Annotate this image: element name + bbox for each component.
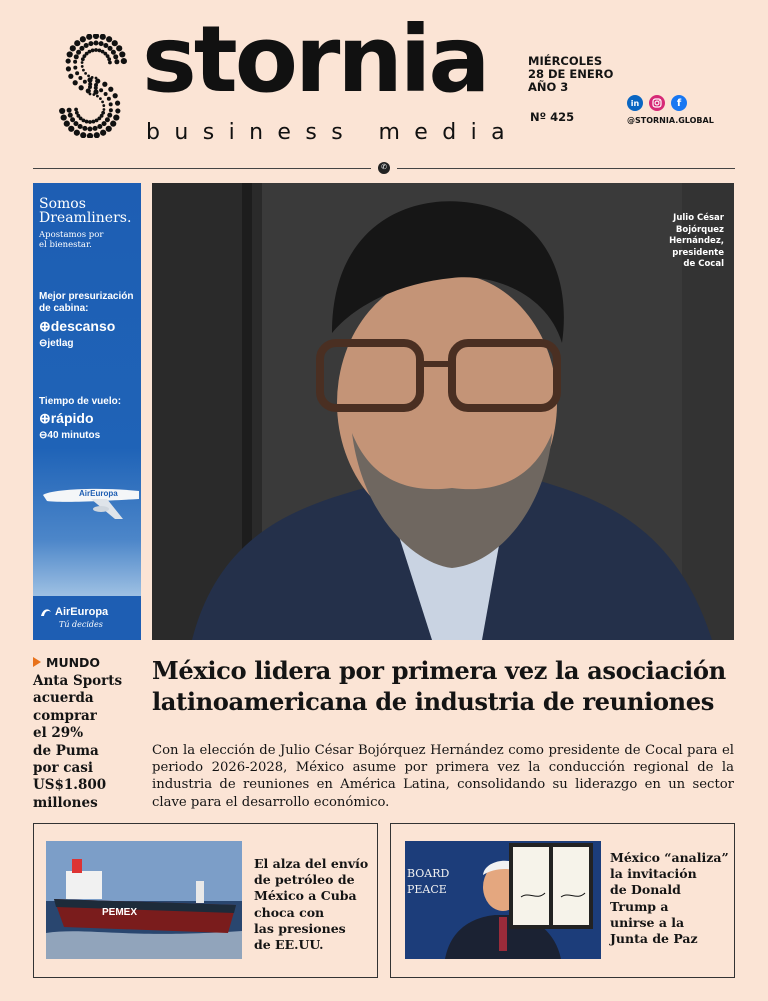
sidebar-headline-line: Anta Sports — [33, 673, 123, 689]
ad-flight-label: Tiempo de vuelo: — [39, 396, 122, 407]
triangle-icon — [33, 657, 41, 667]
sidebar-headline-line: por casi — [33, 760, 93, 777]
ad-title-line: Dreamliners. — [39, 210, 132, 226]
ad-cabin-label-line: Mejor presurización — [39, 291, 134, 302]
airplane-icon — [41, 479, 141, 525]
facebook-icon[interactable]: f — [671, 95, 687, 111]
ad-slogan: Tú decides — [59, 620, 103, 629]
teaser-line: de Donald — [610, 882, 681, 898]
caption-line: Julio César — [673, 213, 724, 223]
main-headline[interactable]: México lidera por primera vez la asociación latinoamericana de industria de reuniones — [152, 656, 726, 716]
ad-plus-rapido — [39, 410, 94, 427]
ad-minus-text: jetlag — [47, 338, 74, 349]
ad-minus-minutes — [39, 430, 100, 441]
linkedin-icon[interactable]: in — [627, 95, 643, 111]
peace-label: PEACE — [407, 883, 447, 896]
edition-year: AÑO 3 — [528, 80, 569, 94]
caption-line: Hernández, — [669, 236, 724, 246]
sidebar-headline-line: comprar — [33, 707, 97, 724]
hero-photo[interactable] — [152, 183, 734, 640]
ad-cabin-label — [39, 291, 133, 315]
edition-weekday: MIÉRCOLES — [528, 54, 603, 68]
issue-number: Nº 425 — [530, 110, 575, 124]
teaser-line: Junta de Paz — [610, 931, 698, 947]
divider-left — [33, 168, 371, 169]
edition-date — [528, 55, 613, 94]
ad-minus-jetlag — [39, 338, 74, 349]
airline-advertisement[interactable] — [33, 183, 141, 640]
caption-line: presidente — [672, 247, 724, 258]
teaser-line: Trump a — [610, 898, 669, 914]
ad-title-line: Somos — [39, 196, 86, 212]
ad-subtitle-line: Apostamos por — [39, 230, 104, 240]
ad-brand: AirEuropa — [55, 606, 109, 618]
ad-subtitle-line: el bienestar. — [39, 240, 92, 250]
ad-plus-text: descanso — [50, 318, 116, 334]
sidebar-headline-line: US$1.800 — [33, 777, 107, 794]
sidebar-headline-line: el 29% — [33, 725, 84, 742]
teaser-headline — [254, 856, 374, 953]
main-lede: Con la elección de Julio César Bojórquez Hernández como presidente de Cocal para el periodo 2026-2028, México asume por primera vez la conducción regional de la industria de reuniones en América Latina, consolidando su liderazgo en un sector clave para el desarrollo económico. — [152, 743, 734, 810]
section-label[interactable] — [33, 655, 100, 670]
caption-line: de Cocal — [683, 259, 724, 269]
ad-plus-text: rápido — [50, 410, 94, 426]
ad-plus-descanso — [39, 318, 115, 335]
portrait-illustration — [152, 183, 734, 640]
teaser-line: de petróleo de — [254, 872, 355, 888]
plus-circle-icon: ⊕ — [39, 410, 51, 426]
sidebar-headline-line: millones — [33, 794, 98, 811]
ad-footer — [33, 596, 141, 640]
teaser-line: México a Cuba — [254, 888, 357, 904]
ad-title — [39, 197, 131, 225]
teaser-line: choca con — [254, 904, 325, 920]
sidebar-headline-line: acuerda — [33, 690, 94, 707]
phone-icon: ✆ — [378, 162, 390, 174]
photo-caption — [654, 213, 724, 271]
social-links — [627, 95, 687, 111]
teaser-line: unirse a la — [610, 914, 685, 930]
sidebar-headline[interactable] — [33, 673, 143, 812]
stornia-logo-icon — [58, 34, 128, 138]
signing-photo — [405, 841, 601, 959]
teaser-line: El alza del envío — [254, 856, 369, 871]
pemex-label: PEMEX — [102, 907, 138, 918]
brand-wordmark[interactable]: stornia — [142, 6, 488, 113]
ad-subtitle — [39, 230, 103, 250]
teaser-line: la invitación — [610, 866, 697, 882]
airline-logo-icon — [39, 606, 53, 620]
edition-day: 28 DE ENERO — [528, 67, 614, 81]
plane-livery: AirEuropa — [79, 489, 118, 498]
teaser-card[interactable] — [33, 823, 378, 978]
plus-circle-icon: ⊕ — [39, 318, 51, 334]
teaser-headline — [610, 850, 730, 947]
minus-circle-icon: ⊖ — [39, 338, 48, 349]
ad-cabin-label-line: de cabina: — [39, 303, 89, 314]
section-label-text: MUNDO — [46, 655, 101, 670]
caption-line: Bojórquez — [675, 224, 724, 235]
sidebar-headline-line: de Puma — [33, 742, 99, 759]
brand-tagline: business media — [146, 120, 520, 145]
teaser-line: de EE.UU. — [254, 937, 324, 953]
teaser-line: las presiones — [254, 920, 346, 936]
teaser-card[interactable] — [390, 823, 735, 978]
divider-right — [397, 168, 735, 169]
minus-circle-icon: ⊖ — [39, 430, 48, 441]
board-label: BOARD — [407, 867, 450, 880]
ad-minus-text: 40 minutos — [47, 430, 101, 441]
social-handle[interactable]: @STORNIA.GLOBAL — [627, 116, 714, 125]
instagram-icon[interactable] — [649, 95, 665, 111]
teaser-line: México “analiza” — [610, 850, 729, 865]
tanker-photo — [46, 841, 242, 959]
